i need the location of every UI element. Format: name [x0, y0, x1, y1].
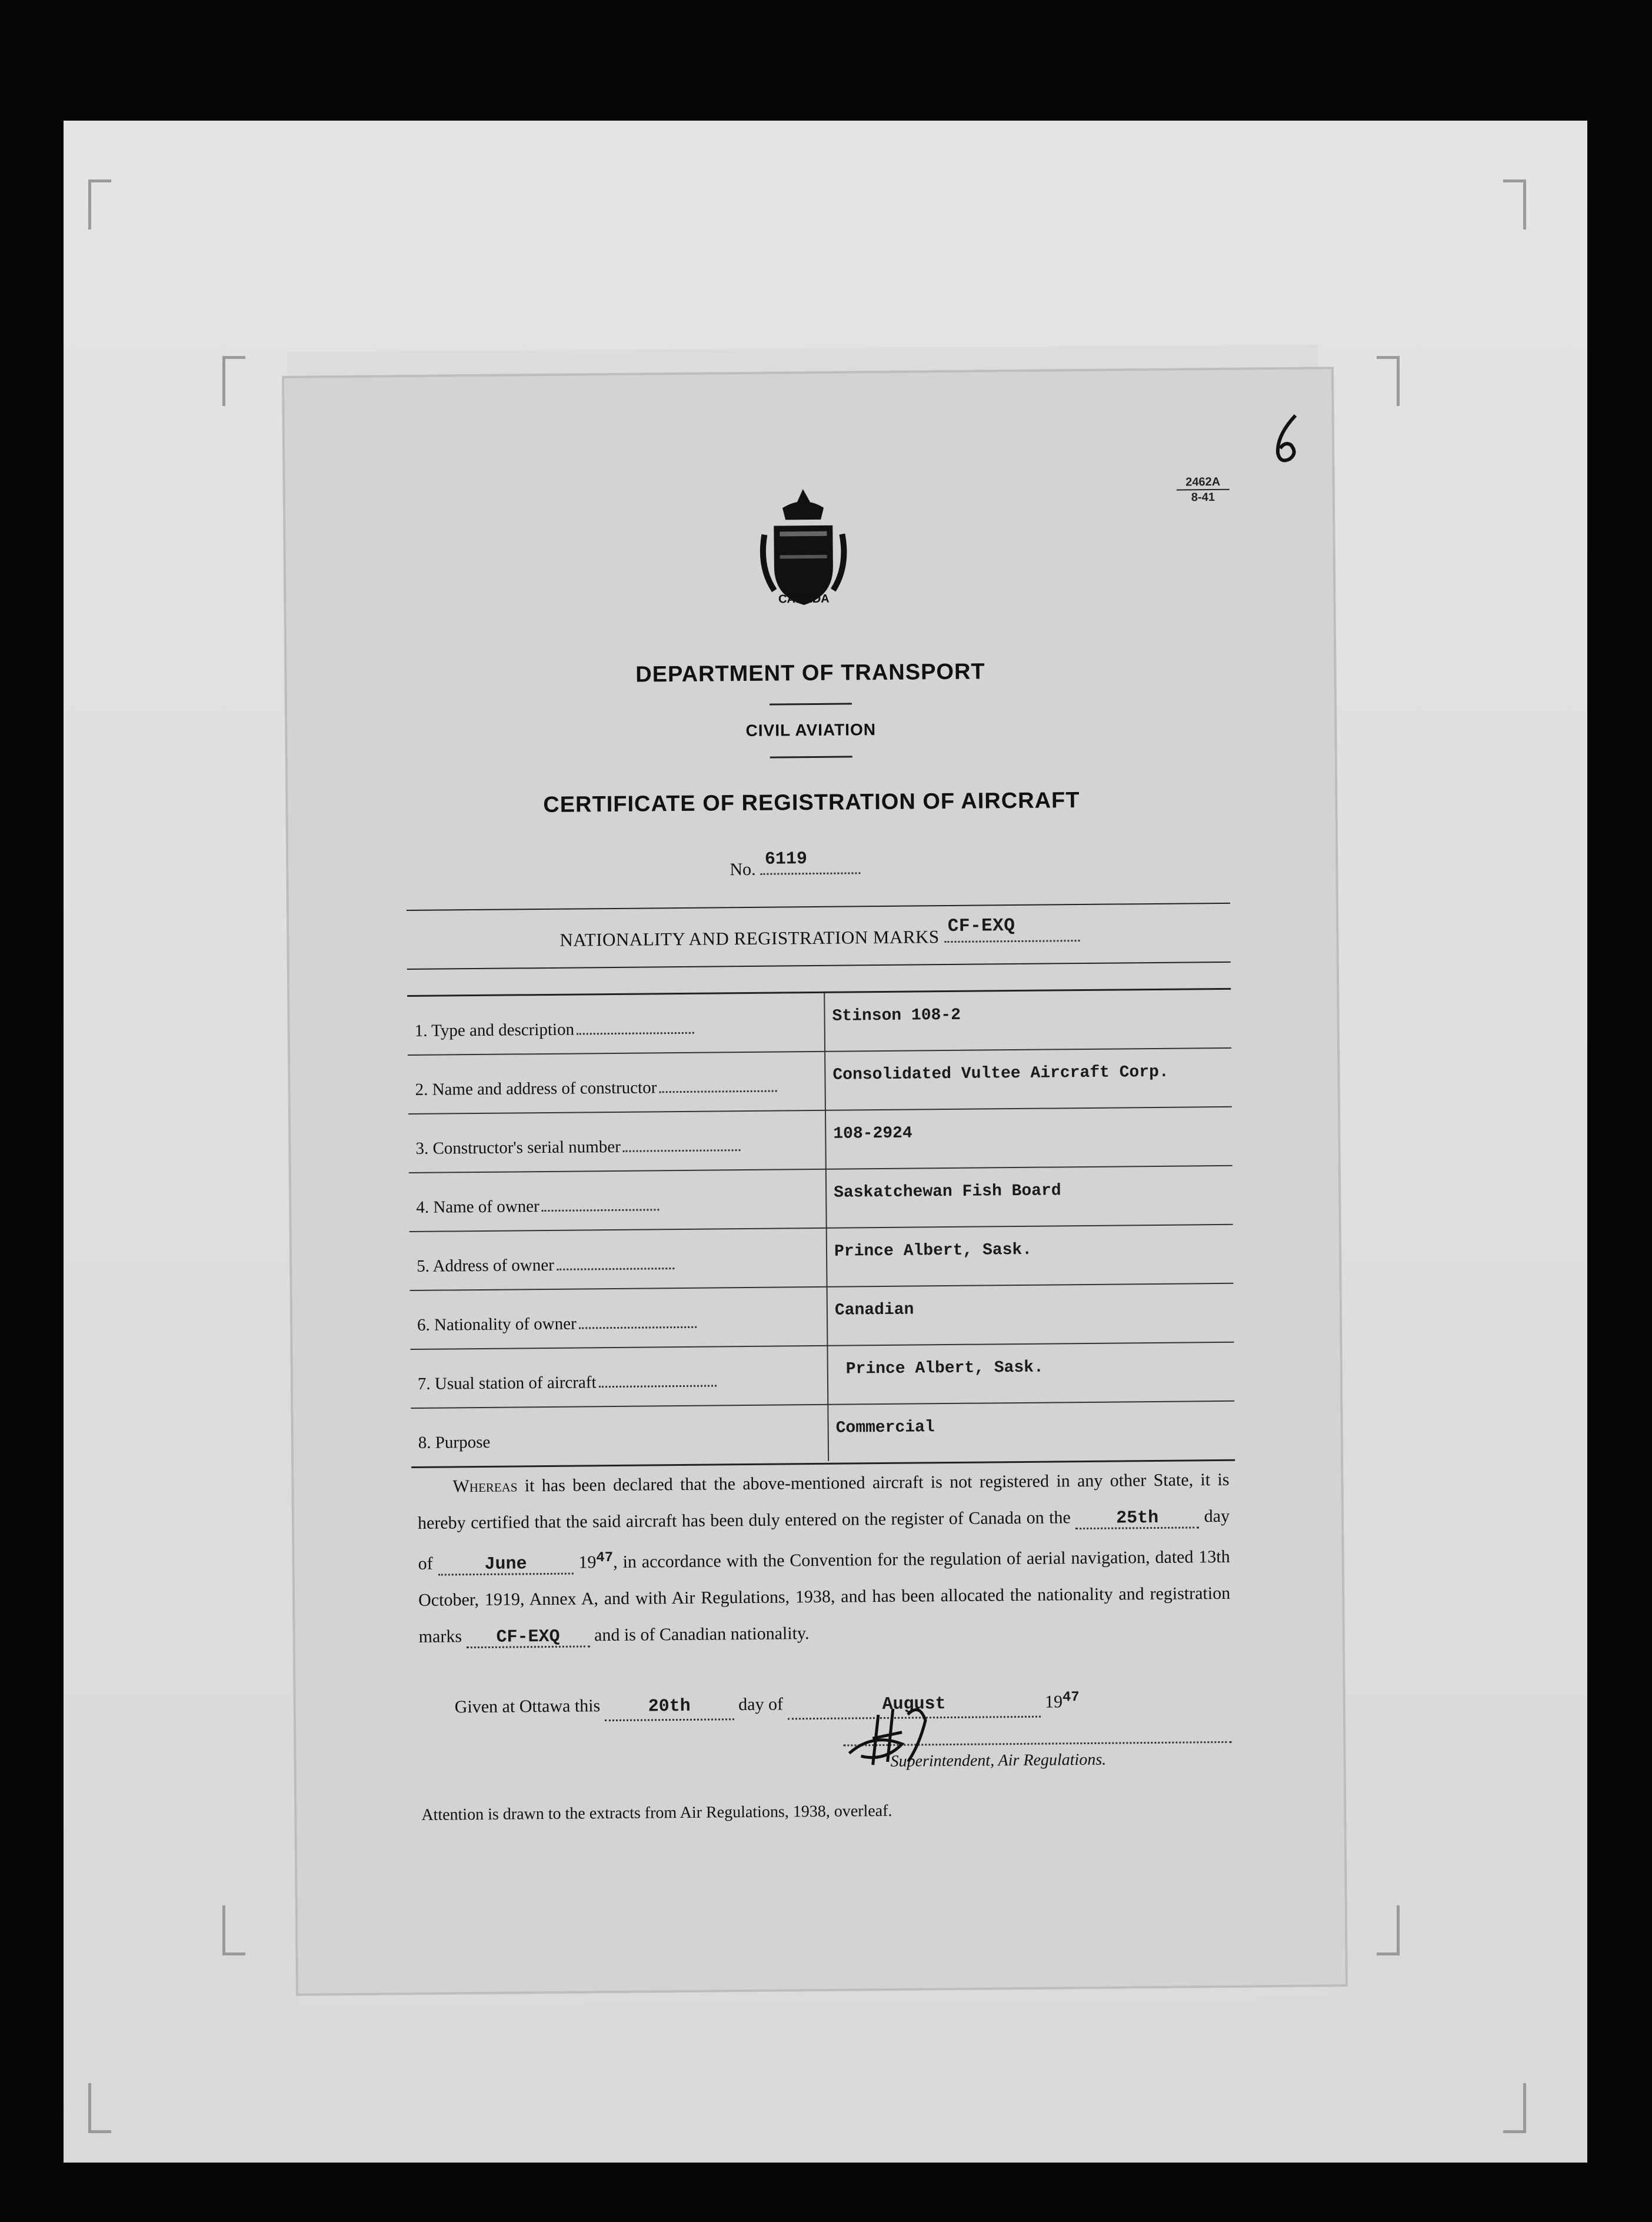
row-label: 1. Type and description — [415, 1018, 821, 1041]
row-value: Consolidated Vultee Aircraft Corp. — [832, 1063, 1169, 1085]
row-label: 6. Nationality of owner — [417, 1312, 823, 1335]
certification-text — [417, 1462, 1231, 1655]
number-field — [760, 849, 860, 874]
crop-mark-top-left — [88, 179, 111, 229]
given-at-line — [455, 1689, 1080, 1722]
row-label: 7. Usual station of aircraft — [418, 1371, 824, 1394]
certificate-document — [284, 369, 1345, 1993]
nationality-label: NATIONALITY AND REGISTRATION MARKS — [559, 926, 940, 950]
table-row — [408, 1107, 1233, 1173]
given-day: 20th — [605, 1703, 734, 1721]
form-number-date: 8-41 — [1191, 491, 1215, 504]
divider-2 — [770, 756, 852, 758]
row-value: Saskatchewan Fish Board — [834, 1182, 1061, 1202]
nationality-bottom-rule — [407, 962, 1231, 970]
entered-day: 25th — [1075, 1509, 1199, 1529]
allocated-marks: CF-EXQ — [466, 1628, 589, 1648]
given-year-prefix: 19 — [1044, 1692, 1063, 1712]
crop-mark-bottom-left — [88, 2083, 111, 2133]
table-row — [410, 1343, 1234, 1409]
row-label: 2. Name and address of constructor — [415, 1077, 821, 1100]
row-value: Stinson 108-2 — [832, 1006, 961, 1026]
nationality-top-rule — [407, 903, 1230, 911]
row-value: 108-2924 — [833, 1124, 912, 1143]
certification-text-part-3: and is of Canadian nationality. — [594, 1624, 810, 1645]
given-prefix: Given at Ottawa this — [454, 1696, 601, 1717]
table-row — [407, 988, 1231, 1056]
form-number-code: 2462A — [1177, 475, 1230, 491]
form-number — [1177, 475, 1230, 505]
crop-mark-inner-bottom-left — [222, 1905, 245, 1955]
whereas-word: Whereas — [452, 1476, 518, 1496]
table-row — [410, 1284, 1234, 1350]
given-day-of-label: day of — [738, 1694, 784, 1715]
row-value: Commercial — [835, 1418, 935, 1438]
row-value: Prince Albert, Sask. — [845, 1358, 1044, 1379]
attention-note: Attention is drawn to the extracts from Air Regulations, 1938, overleaf. — [421, 1801, 892, 1824]
given-year: 47 — [1062, 1689, 1080, 1706]
crop-mark-bottom-right — [1503, 2083, 1526, 2133]
aircraft-particulars-table — [407, 988, 1235, 1468]
marks-field — [944, 916, 1080, 943]
table-row — [408, 1049, 1232, 1115]
number-label: No. — [730, 859, 756, 880]
table-row — [409, 1225, 1234, 1291]
department-title: DEPARTMENT OF TRANSPORT — [635, 659, 985, 687]
given-month: August — [787, 1701, 1040, 1720]
certificate-number: 6119 — [764, 849, 808, 870]
crop-mark-top-right — [1503, 179, 1526, 229]
day-of-label: day of — [418, 1506, 1230, 1574]
row-label: 5. Address of owner — [417, 1253, 822, 1276]
handwritten-page-mark — [1265, 412, 1312, 465]
registration-mark: CF-EXQ — [947, 916, 1015, 937]
crop-mark-inner-bottom-right — [1377, 1905, 1400, 1955]
signatory-title: Superintendent, Air Regulations. — [890, 1750, 1107, 1771]
certification-text-part-2: , in accordance with the Convention for the regulation of aerial navigation, dated 13th October, 1919, Annex A, and with Air Regulations, 1938, and has been allocated the nationality and registration marks — [418, 1546, 1231, 1646]
row-label: 8. Purpose — [418, 1432, 491, 1452]
entered-year: 47 — [596, 1550, 614, 1566]
table-row — [411, 1402, 1235, 1468]
table-row — [409, 1166, 1233, 1232]
row-value: Canadian — [834, 1300, 914, 1320]
divider-1 — [770, 703, 852, 705]
branch-title: CIVIL AVIATION — [745, 720, 877, 740]
crop-mark-inner-top-left — [222, 356, 245, 406]
certificate-number-line — [730, 849, 860, 880]
row-label: 4. Name of owner — [416, 1195, 822, 1218]
crest-caption: CANADA — [778, 592, 830, 606]
row-value: Prince Albert, Sask. — [834, 1240, 1032, 1261]
entered-year-prefix: 19 — [578, 1552, 597, 1572]
crop-mark-inner-top-right — [1377, 356, 1400, 406]
certificate-title: CERTIFICATE OF REGISTRATION OF AIRCRAFT — [543, 788, 1080, 818]
row-label: 3. Constructor's serial number — [415, 1136, 821, 1159]
nationality-line — [559, 916, 1080, 951]
certification-text-part-1: it has been declared that the above-mentioned aircraft is not registered in any other State, it is hereby certified that the said aircraft has been duly entered on the register of Canada on the — [417, 1469, 1230, 1533]
entered-month: June — [438, 1555, 573, 1576]
